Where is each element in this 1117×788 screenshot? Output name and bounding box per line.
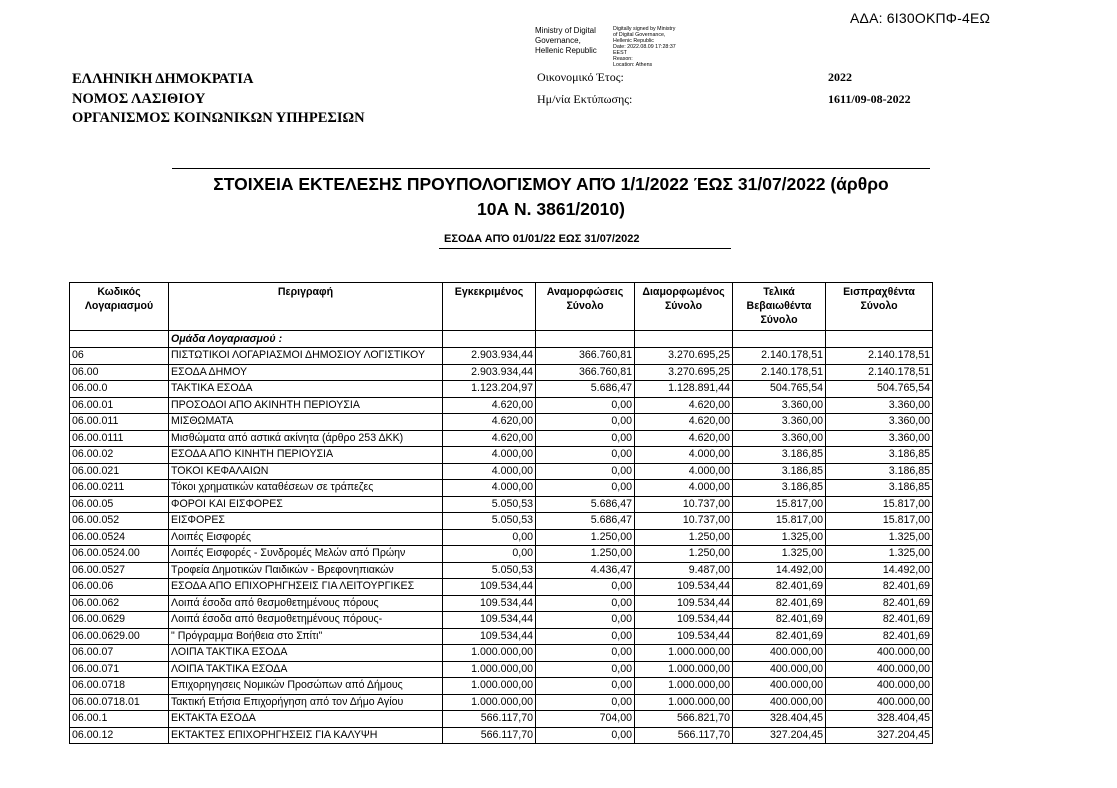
cell-description: ΕΚΤΑΚΤΑ ΕΣΟΔΑ	[169, 711, 443, 728]
cell-description: ΕΚΤΑΚΤΕΣ ΕΠΙΧΟΡΗΓΗΣΕΙΣ ΓΙΑ ΚΑΛΥΨΗ	[169, 727, 443, 744]
cell-description: Τροφεία Δημοτικών Παιδικών - Βρεφονηπιακών	[169, 562, 443, 579]
cell-certified: 14.492,00	[733, 562, 826, 579]
cell-certified: 15.817,00	[733, 496, 826, 513]
signature-details	[613, 26, 713, 68]
table-row	[70, 513, 933, 530]
header-revisions-line: Αναμορφώσεις	[546, 286, 624, 298]
ada-code: ΑΔΑ: 6Ι30ΟΚΠΦ-4ΕΩ	[850, 10, 991, 26]
cell-revisions: 0,00	[536, 414, 635, 431]
cell-description: Λοιπές Εισφορές	[169, 529, 443, 546]
header-certified-line: Βεβαιωθέντα	[746, 300, 812, 312]
table-body	[70, 331, 933, 744]
document-title-line: 10Α Ν. 3861/2010)	[477, 199, 625, 219]
cell-collected: 3.360,00	[826, 414, 933, 431]
table-row	[70, 579, 933, 596]
table-row	[70, 463, 933, 480]
cell-approved: 4.000,00	[443, 480, 536, 497]
cell-revisions: 4.436,47	[536, 562, 635, 579]
cell-description: ΤΑΚΤΙΚΑ ΕΣΟΔΑ	[169, 381, 443, 398]
cell-approved: 5.050,53	[443, 496, 536, 513]
cell-formed: 566.117,70	[635, 727, 733, 744]
cell-certified: 3.360,00	[733, 397, 826, 414]
cell-approved: 0,00	[443, 546, 536, 563]
signature-signer-line: Governance,	[535, 36, 581, 45]
table-row	[70, 480, 933, 497]
cell-revisions: 366.760,81	[536, 348, 635, 365]
cell-certified: 3.360,00	[733, 430, 826, 447]
cell-collected: 3.360,00	[826, 397, 933, 414]
table-row	[70, 447, 933, 464]
table-row	[70, 628, 933, 645]
cell-certified: 3.186,85	[733, 447, 826, 464]
signature-detail-line: EEST	[613, 50, 627, 56]
cell-revisions: 0,00	[536, 678, 635, 695]
cell-formed: 4.620,00	[635, 397, 733, 414]
cell-certified: 82.401,69	[733, 628, 826, 645]
cell-formed: 1.000.000,00	[635, 678, 733, 695]
table-row	[70, 727, 933, 744]
cell-collected: 2.140.178,51	[826, 348, 933, 365]
cell-collected: 400.000,00	[826, 661, 933, 678]
cell-certified: 400.000,00	[733, 661, 826, 678]
table-row	[70, 562, 933, 579]
table-row	[70, 430, 933, 447]
cell-revisions: 366.760,81	[536, 364, 635, 381]
cell-approved: 1.000.000,00	[443, 661, 536, 678]
cell-approved: 109.534,44	[443, 612, 536, 629]
cell-formed: 1.250,00	[635, 546, 733, 563]
cell-approved: 566.117,70	[443, 711, 536, 728]
cell-revisions: 0,00	[536, 727, 635, 744]
cell-certified: 3.186,85	[733, 463, 826, 480]
cell-collected: 82.401,69	[826, 579, 933, 596]
cell-collected: 2.140.178,51	[826, 364, 933, 381]
cell-code: 06.00.0718.01	[70, 694, 169, 711]
cell-description: Μισθώματα από αστικά ακίνητα (άρθρο 253 ΔΚΚ)	[169, 430, 443, 447]
cell-approved: 4.620,00	[443, 414, 536, 431]
table-row	[70, 414, 933, 431]
title-rule	[172, 168, 930, 169]
cell-code: 06.00.07	[70, 645, 169, 662]
cell-description: Τακτική Ετήσια Επιχορήγηση από τον Δήμο Αγίου	[169, 694, 443, 711]
cell-certified: 82.401,69	[733, 595, 826, 612]
cell-certified: 2.140.178,51	[733, 348, 826, 365]
cell-code: 06.00.052	[70, 513, 169, 530]
cell-revisions: 0,00	[536, 694, 635, 711]
table-row	[70, 397, 933, 414]
cell-collected: 82.401,69	[826, 628, 933, 645]
cell-certified: 400.000,00	[733, 645, 826, 662]
header-code-line: Κωδικός	[97, 286, 141, 298]
cell-revisions: 0,00	[536, 645, 635, 662]
cell-collected: 15.817,00	[826, 496, 933, 513]
cell-certified: 400.000,00	[733, 678, 826, 695]
signature-detail-line: Date: 2022.08.09 17:28:37	[613, 44, 676, 50]
cell-collected: 82.401,69	[826, 595, 933, 612]
cell-approved: 109.534,44	[443, 579, 536, 596]
cell-formed: 109.534,44	[635, 595, 733, 612]
cell-certified: 15.817,00	[733, 513, 826, 530]
cell-description: ΛΟΙΠΑ ΤΑΚΤΙΚΑ ΕΣΟΔΑ	[169, 661, 443, 678]
cell-formed: 1.250,00	[635, 529, 733, 546]
table-row	[70, 546, 933, 563]
cell-revisions: 0,00	[536, 480, 635, 497]
cell-revisions: 704,00	[536, 711, 635, 728]
cell-approved: 1.000.000,00	[443, 645, 536, 662]
header-description	[169, 283, 443, 331]
cell-revisions: 1.250,00	[536, 529, 635, 546]
signature-detail-line: Location: Athens	[613, 62, 653, 68]
cell-revisions: 0,00	[536, 447, 635, 464]
group-label: Ομάδα Λογαριασμού :	[169, 331, 443, 348]
cell-description: ΛΟΙΠΑ ΤΑΚΤΙΚΑ ΕΣΟΔΑ	[169, 645, 443, 662]
cell-approved: 4.620,00	[443, 430, 536, 447]
document-title-line: ΣΤΟΙΧΕΙΑ ΕΚΤΕΛΕΣΗΣ ΠΡΟΥΠΟΛΟΓΙΣΜΟΥ ΑΠΌ 1/1/2022 ΈΩΣ 31/07/2022 (άρθρο	[213, 174, 889, 194]
header-collected-line: Σύνολο	[860, 300, 898, 312]
fiscal-year-value: 2022	[828, 70, 852, 84]
cell-code: 06.00.0524.00	[70, 546, 169, 563]
signature-signer	[535, 26, 611, 56]
table-row	[70, 678, 933, 695]
cell-code: 06.00.071	[70, 661, 169, 678]
cell-code: 06.00.0527	[70, 562, 169, 579]
cell-approved: 4.620,00	[443, 397, 536, 414]
cell-description: Λοιπά έσοδα από θεσμοθετημένους πόρους-	[169, 612, 443, 629]
cell-revisions: 0,00	[536, 397, 635, 414]
cell-description: ΤΟΚΟΙ ΚΕΦΑΛΑΙΩΝ	[169, 463, 443, 480]
signature-signer-line: Ministry of Digital	[535, 26, 596, 35]
cell-collected: 3.186,85	[826, 480, 933, 497]
cell-collected: 1.325,00	[826, 546, 933, 563]
cell-formed: 3.270.695,25	[635, 364, 733, 381]
cell-formed: 3.270.695,25	[635, 348, 733, 365]
cell-code: 06.00.0629.00	[70, 628, 169, 645]
cell-code: 06.00.0718	[70, 678, 169, 695]
cell-approved: 2.903.934,44	[443, 364, 536, 381]
org-line-country: ΕΛΛΗΝΙΚΗ ΔΗΜΟΚΡΑΤΙΑ	[72, 71, 254, 87]
cell-certified: 400.000,00	[733, 694, 826, 711]
cell-code: 06.00.0111	[70, 430, 169, 447]
cell-code: 06.00.0	[70, 381, 169, 398]
cell-certified: 3.186,85	[733, 480, 826, 497]
cell-formed: 1.000.000,00	[635, 694, 733, 711]
cell-formed: 4.620,00	[635, 414, 733, 431]
table-row	[70, 364, 933, 381]
cell-certified: 328.404,45	[733, 711, 826, 728]
cell-description: Τόκοι χρηματικών καταθέσεων σε τράπεζες	[169, 480, 443, 497]
header-formed-line: Σύνολο	[664, 300, 703, 312]
cell-code: 06.00.0524	[70, 529, 169, 546]
cell-revisions: 0,00	[536, 430, 635, 447]
cell-certified: 2.140.178,51	[733, 364, 826, 381]
cell-approved: 5.050,53	[443, 513, 536, 530]
cell-description: Επιχορηγησεις Νομικών Προσώπων από Δήμους	[169, 678, 443, 695]
cell-collected: 400.000,00	[826, 678, 933, 695]
cell-description: ΠΡΟΣΟΔΟΙ ΑΠΟ ΑΚΙΝΗΤΗ ΠΕΡΙΟΥΣΙΑ	[169, 397, 443, 414]
cell-collected: 14.492,00	[826, 562, 933, 579]
cell-code: 06.00	[70, 364, 169, 381]
fiscal-year-label: Οικονομικό Έτος:	[537, 70, 624, 84]
cell-certified: 504.765,54	[733, 381, 826, 398]
cell-formed: 10.737,00	[635, 496, 733, 513]
cell-revisions: 0,00	[536, 612, 635, 629]
cell-code: 06.00.06	[70, 579, 169, 596]
cell-approved: 109.534,44	[443, 628, 536, 645]
cell-revisions: 5.686,47	[536, 381, 635, 398]
cell-formed: 4.000,00	[635, 447, 733, 464]
revenue-table	[69, 282, 933, 744]
header-approved	[443, 283, 536, 331]
group-empty-cell	[826, 331, 933, 348]
signature-detail-line: of Digital Governance,	[613, 32, 666, 38]
cell-description: ΜΙΣΘΩΜΑΤΑ	[169, 414, 443, 431]
print-date-label: Ημ/νία Εκτύπωσης:	[537, 92, 633, 106]
cell-approved: 4.000,00	[443, 447, 536, 464]
cell-revisions: 5.686,47	[536, 513, 635, 530]
cell-revisions: 0,00	[536, 628, 635, 645]
print-date-value: 1611/09-08-2022	[828, 92, 911, 106]
cell-certified: 3.360,00	[733, 414, 826, 431]
cell-collected: 82.401,69	[826, 612, 933, 629]
cell-description: ΕΣΟΔΑ ΔΗΜΟΥ	[169, 364, 443, 381]
table-row	[70, 348, 933, 365]
cell-formed: 4.000,00	[635, 480, 733, 497]
cell-certified: 327.204,45	[733, 727, 826, 744]
cell-certified: 82.401,69	[733, 579, 826, 596]
cell-approved: 109.534,44	[443, 595, 536, 612]
cell-formed: 4.000,00	[635, 463, 733, 480]
cell-formed: 10.737,00	[635, 513, 733, 530]
cell-code: 06	[70, 348, 169, 365]
cell-formed: 1.000.000,00	[635, 645, 733, 662]
group-empty-cell	[70, 331, 169, 348]
cell-approved: 0,00	[443, 529, 536, 546]
cell-revisions: 1.250,00	[536, 546, 635, 563]
cell-collected: 504.765,54	[826, 381, 933, 398]
header-certified-line: Τελικά	[763, 286, 795, 298]
cell-code: 06.00.021	[70, 463, 169, 480]
cell-revisions: 5.686,47	[536, 496, 635, 513]
cell-code: 06.00.02	[70, 447, 169, 464]
cell-approved: 4.000,00	[443, 463, 536, 480]
cell-certified: 1.325,00	[733, 546, 826, 563]
group-empty-cell	[536, 331, 635, 348]
cell-revisions: 0,00	[536, 661, 635, 678]
table-row	[70, 645, 933, 662]
cell-code: 06.00.011	[70, 414, 169, 431]
cell-code: 06.00.05	[70, 496, 169, 513]
table-row	[70, 529, 933, 546]
header-collected-line: Εισπραχθέντα	[843, 286, 915, 298]
cell-approved: 566.117,70	[443, 727, 536, 744]
cell-formed: 566.821,70	[635, 711, 733, 728]
cell-description: ΕΣΟΔΑ ΑΠΟ ΕΠΙΧΟΡΗΓΗΣΕΙΣ ΓΙΑ ΛΕΙΤΟΥΡΓΙΚΕΣ	[169, 579, 443, 596]
cell-code: 06.00.062	[70, 595, 169, 612]
cell-formed: 109.534,44	[635, 579, 733, 596]
group-empty-cell	[443, 331, 536, 348]
header-approved-line: Εγκεκριμένος	[454, 286, 524, 298]
header-code-line: Λογαριασμού	[84, 300, 154, 312]
cell-approved: 1.123.204,97	[443, 381, 536, 398]
cell-approved: 5.050,53	[443, 562, 536, 579]
cell-formed: 109.534,44	[635, 612, 733, 629]
cell-revisions: 0,00	[536, 463, 635, 480]
table-row	[70, 612, 933, 629]
cell-formed: 109.534,44	[635, 628, 733, 645]
table-row	[70, 711, 933, 728]
cell-collected: 1.325,00	[826, 529, 933, 546]
cell-collected: 15.817,00	[826, 513, 933, 530]
table-row	[70, 496, 933, 513]
cell-formed: 4.620,00	[635, 430, 733, 447]
header-certified	[733, 283, 826, 331]
header-code	[70, 283, 169, 331]
cell-description: ΠΙΣΤΩΤΙΚΟΙ ΛΟΓΑΡΙΑΣΜΟΙ ΔΗΜΟΣΙΟΥ ΛΟΓΙΣΤΙΚΟΥ	[169, 348, 443, 365]
group-empty-cell	[733, 331, 826, 348]
signature-detail-line: Hellenic Republic	[613, 38, 654, 44]
cell-approved: 1.000.000,00	[443, 694, 536, 711]
group-row	[70, 331, 933, 348]
cell-collected: 400.000,00	[826, 694, 933, 711]
organization-header	[72, 70, 365, 129]
document-title	[172, 172, 930, 222]
signature-signer-line: Hellenic Republic	[535, 46, 597, 55]
group-empty-cell	[635, 331, 733, 348]
org-line-organization: ΟΡΓΑΝΙΣΜΟΣ ΚΟΙΝΩΝΙΚΩΝ ΥΠΗΡΕΣΙΩΝ	[72, 110, 365, 126]
header-revisions-line: Σύνολο	[566, 300, 604, 312]
header-certified-line: Σύνολο	[760, 314, 798, 326]
signature-detail-line: Digitally signed by Ministry	[613, 26, 676, 32]
cell-collected: 3.360,00	[826, 430, 933, 447]
table-row	[70, 595, 933, 612]
cell-description: ΕΣΟΔΑ ΑΠΟ ΚΙΝΗΤΗ ΠΕΡΙΟΥΣΙΑ	[169, 447, 443, 464]
cell-formed: 1.128.891,44	[635, 381, 733, 398]
cell-description: " Πρόγραμμα Βοήθεια στο Σπίτι"	[169, 628, 443, 645]
cell-collected: 327.204,45	[826, 727, 933, 744]
header-formed-line: Διαμορφωμένος	[642, 286, 725, 298]
header-formed	[635, 283, 733, 331]
cell-code: 06.00.01	[70, 397, 169, 414]
header-revisions	[536, 283, 635, 331]
signature-detail-line: Reason:	[613, 56, 633, 62]
cell-collected: 3.186,85	[826, 463, 933, 480]
section-rule	[439, 248, 731, 249]
cell-collected: 328.404,45	[826, 711, 933, 728]
cell-collected: 3.186,85	[826, 447, 933, 464]
cell-code: 06.00.12	[70, 727, 169, 744]
section-title: ΕΣΟΔΑ ΑΠΌ 01/01/22 ΕΩΣ 31/07/2022	[444, 233, 640, 245]
cell-formed: 9.487,00	[635, 562, 733, 579]
header-description-line: Περιγραφή	[277, 286, 334, 298]
cell-collected: 400.000,00	[826, 645, 933, 662]
cell-approved: 1.000.000,00	[443, 678, 536, 695]
cell-description: ΕΙΣΦΟΡΕΣ	[169, 513, 443, 530]
cell-code: 06.00.0629	[70, 612, 169, 629]
header-collected	[826, 283, 933, 331]
table-row	[70, 661, 933, 678]
cell-description: ΦΟΡΟΙ ΚΑΙ ΕΙΣΦΟΡΕΣ	[169, 496, 443, 513]
cell-code: 06.00.0211	[70, 480, 169, 497]
cell-formed: 1.000.000,00	[635, 661, 733, 678]
cell-approved: 2.903.934,44	[443, 348, 536, 365]
cell-revisions: 0,00	[536, 579, 635, 596]
cell-revisions: 0,00	[536, 595, 635, 612]
cell-code: 06.00.1	[70, 711, 169, 728]
cell-certified: 82.401,69	[733, 612, 826, 629]
org-line-prefecture: ΝΟΜΟΣ ΛΑΣΙΘΙΟΥ	[72, 90, 206, 107]
cell-certified: 1.325,00	[733, 529, 826, 546]
table-header-row	[70, 283, 933, 331]
cell-description: Λοιπά έσοδα από θεσμοθετημένους πόρους	[169, 595, 443, 612]
table-row	[70, 381, 933, 398]
table-row	[70, 694, 933, 711]
cell-description: Λοιπές Εισφορές - Συνδρομές Μελών από Πρώην	[169, 546, 443, 563]
